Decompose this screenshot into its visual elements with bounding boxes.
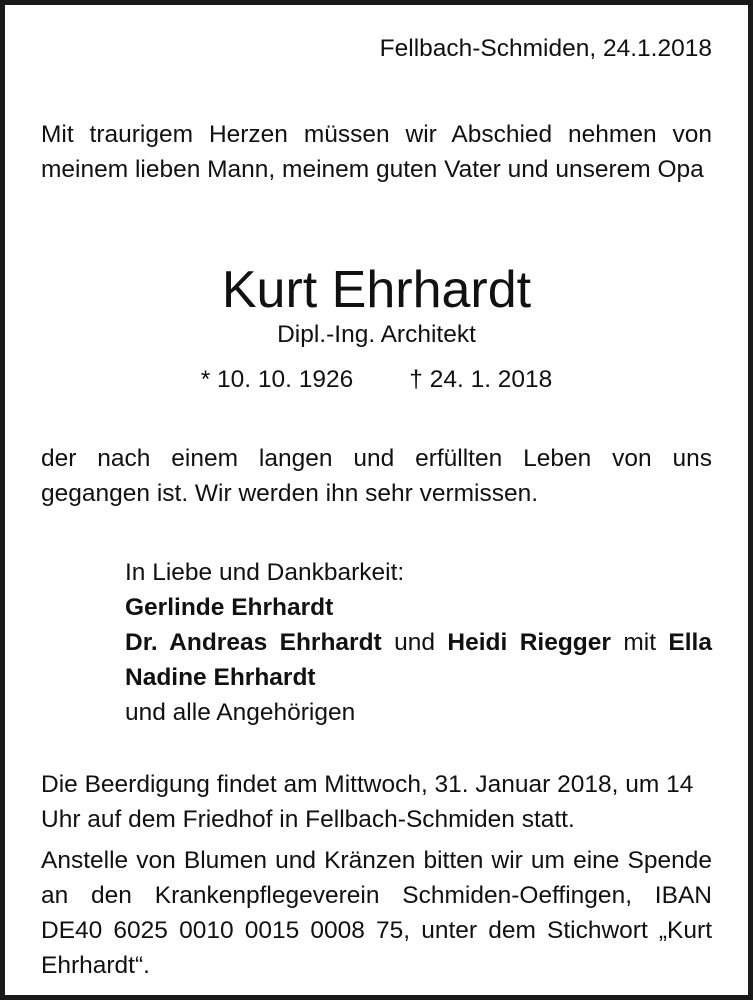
- mourners-closing: und alle Angehörigen: [125, 699, 356, 726]
- intro-paragraph: Mit traurigem Herzen müssen wir Abschied nehmen von meinem lieben Mann, meinem guten Vater und unserem Opa: [41, 121, 712, 183]
- death-date: † 24. 1. 2018: [409, 366, 553, 393]
- life-dates: [41, 363, 712, 397]
- connector-text: mit: [610, 629, 669, 656]
- funeral-paragraph: Die Beerdigung findet am Mittwoch, 31. Januar 2018, um 14 Uhr auf dem Friedhof in Fellbach-Schmiden statt.: [41, 771, 694, 833]
- place-date: Fellbach-Schmiden, 24.1.2018: [379, 35, 712, 62]
- deceased-profession: Dipl.-Ing. Architekt: [277, 321, 476, 348]
- notice-content: [41, 5, 712, 995]
- deceased-name: Kurt Ehrhardt: [221, 261, 532, 319]
- mourner-name: Ella: [668, 629, 712, 656]
- mourners-block: [125, 555, 712, 730]
- mourner-name: Heidi Riegger: [447, 629, 611, 656]
- donation-paragraph: Anstelle von Blumen und Kränzen bitten wir um eine Spende an den Krankenpflegeverein Schmiden-Oeffingen, IBAN DE40 6025 0010 0015 0008 75, unter dem Stichwort „Kurt Ehrhardt“.: [41, 847, 712, 979]
- birth-date: * 10. 10. 1926: [200, 366, 354, 393]
- connector-text: und: [381, 629, 448, 656]
- mourners-heading: In Liebe und Dankbarkeit:: [125, 559, 405, 586]
- mourner-name: Nadine Ehrhardt: [125, 664, 316, 691]
- passing-paragraph: der nach einem langen und erfüllten Leben von uns gegangen ist. Wir werden ihn sehr vermissen.: [41, 445, 712, 507]
- mourner-name: Dr. Andreas Ehrhardt: [125, 629, 382, 656]
- mourners-line: [125, 625, 712, 660]
- mourner-name: Gerlinde Ehrhardt: [125, 594, 334, 621]
